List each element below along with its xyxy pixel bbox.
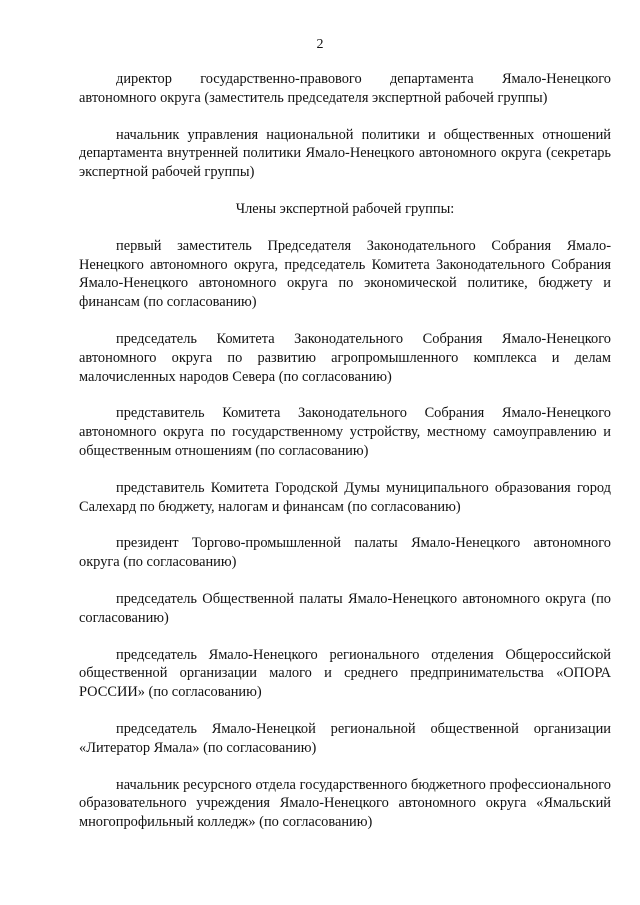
paragraph-member: председатель Общественной палаты Ямало-Ненецкого автономного округа (по согласованию)	[79, 590, 611, 626]
paragraph-member: президент Торгово-промышленной палаты Ямало-Ненецкого автономного округа (по согласованию)	[79, 535, 611, 571]
paragraph-gap	[79, 219, 611, 237]
paragraph-secretary: начальник управления национальной политики и общественных отношений департамента внутренней политики Ямало-Ненецкого автономного округа (секретарь экспертной рабочей группы)	[79, 126, 611, 181]
paragraph-gap	[79, 182, 611, 200]
page-number: 2	[316, 37, 324, 52]
paragraph-deputy-chair: директор государственно-правового департамента Ямало-Ненецкого автономного округа (заместитель председателя экспертной рабочей группы)	[79, 71, 611, 106]
paragraph-gap	[79, 516, 611, 534]
paragraph-gap	[79, 461, 611, 479]
paragraph-member: представитель Комитета Законодательного Собрания Ямало-Ненецкого автономного округа по государственному устройству, местному самоуправлению и общественным отношениям (по согласованию)	[79, 405, 611, 459]
paragraph-member: председатель Ямало-Ненецкой региональной общественной организации «Литератор Ямала» (по согласованию)	[79, 720, 611, 756]
paragraph-member: первый заместитель Председателя Законодательного Собрания Ямало-Ненецкого автономного округа, председатель Комитета Законодательного Собрания Ямало-Ненецкого автономного округа по экономической политике, бюджету и финансам (по согласованию)	[79, 237, 611, 311]
paragraph-member: представитель Комитета Городской Думы муниципального образования город Салехард по бюджету, налогам и финансам (по согласованию)	[79, 479, 611, 515]
paragraph-gap	[79, 386, 611, 404]
members-heading: Члены экспертной рабочей группы:	[235, 200, 455, 217]
paragraph-gap	[79, 628, 611, 646]
paragraph-gap	[79, 312, 611, 330]
document-body	[79, 70, 611, 832]
paragraph-member: председатель Ямало-Ненецкого регионального отделения Общероссийской общественной организации малого и среднего предпринимательства «ОПОРА РОССИИ» (по согласованию)	[79, 646, 611, 701]
paragraph-gap	[79, 702, 611, 720]
paragraph-gap	[79, 572, 611, 590]
paragraph-gap	[79, 108, 611, 126]
paragraph-gap	[79, 758, 611, 776]
paragraph-member: председатель Комитета Законодательного Собрания Ямало-Ненецкого автономного округа по развитию агропромышленного комплекса и делам малочисленных народов Севера (по согласованию)	[79, 330, 611, 385]
paragraph-member: начальник ресурсного отдела государственного бюджетного профессионального образовательного учреждения Ямало-Ненецкого автономного округа «Ямальский многопрофильный колледж» (по согласованию)	[79, 776, 611, 831]
